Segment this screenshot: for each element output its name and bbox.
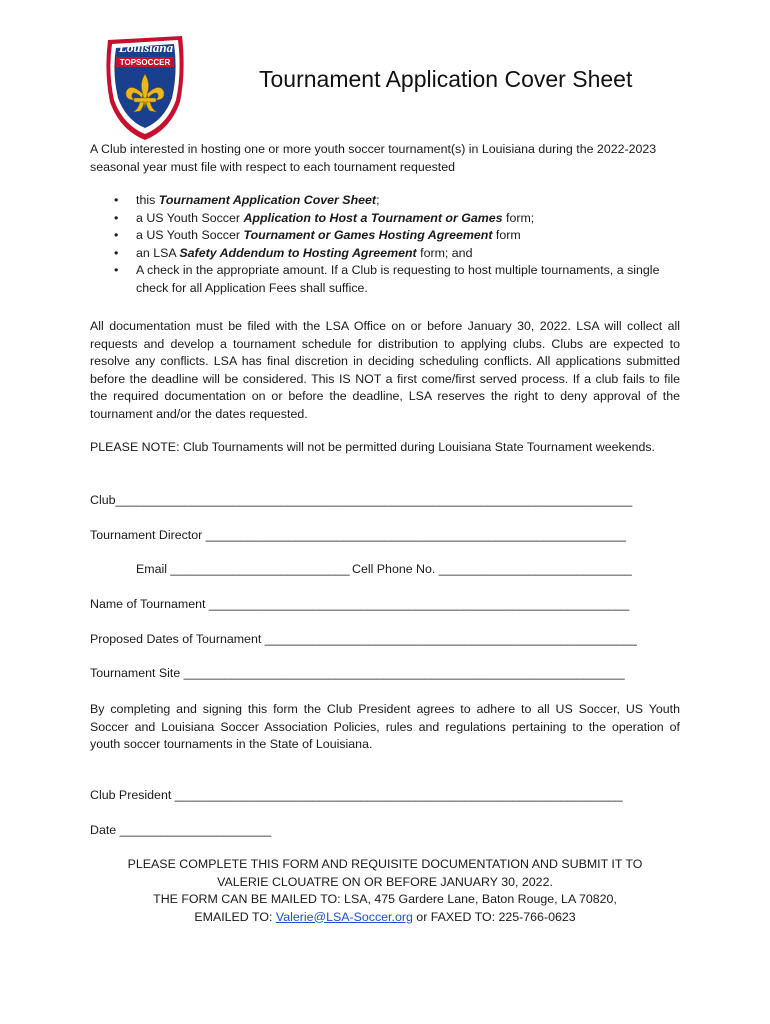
date-field[interactable]: Date ______________________ [90,823,272,837]
intro-paragraph: A Club interested in hosting one or more youth soccer tournament(s) in Louisiana during the 2022-2023 seasonal year must file with respect to each tournament requested [90,142,657,174]
club-president-field[interactable]: Club President _________________________________________________________________ [90,788,623,802]
footer-line-3: THE FORM CAN BE MAILED TO: LSA, 475 Gardere Lane, Baton Rouge, LA 70820, [153,892,617,906]
documentation-paragraph: All documentation must be filed with the LSA Office on or before January 30, 2022. LSA will collect all requests and develop a tournament schedule for distribution to applying clubs. Clubs are expected to resolve any conflicts. LSA has final discretion in deciding scheduling conflicts. All applications submitted before the deadline will be considered. This IS NOT a first come/first served process. If a club fails to file the required documentation on or before the deadline, LSA reserves the right to deny approval of the tournament and/or the dates requested. [90,319,680,421]
louisiana-topsoccer-logo [100,32,190,142]
list-item: • a US Youth Soccer Tournament or Games Hosting Agreement form [114,228,521,242]
agreement-paragraph: By completing and signing this form the Club President agrees to adhere to all US Soccer, US Youth Soccer and Louisiana Soccer Association Policies, rules and regulations pertaining to the operation of youth soccer tournaments in the State of Louisiana. [90,702,680,751]
tournament-site-field[interactable]: Tournament Site ________________________________________________________________ [90,666,625,680]
list-item: • a US Youth Soccer Application to Host a Tournament or Games form; [114,210,535,225]
page-title: Tournament Application Cover Sheet [259,66,633,92]
footer-line-2: VALERIE CLOUATRE ON OR BEFORE JANUARY 30, 2022. [217,874,553,889]
requirements-list [90,192,680,297]
tournament-director-field[interactable]: Tournament Director _____________________________________________________________ [90,528,627,542]
cell-phone-field[interactable]: Cell Phone No. ____________________________ [352,562,632,576]
list-item: • an LSA Safety Addendum to Hosting Agreement form; and [114,245,473,260]
club-field[interactable]: Club___________________________________________________________________________ [90,493,633,507]
list-item: • A check in the appropriate amount. If a Club is requesting to host multiple tournaments, a single check for all Application Fees shall suffice. [114,263,660,295]
email-field[interactable]: Email __________________________ [136,562,350,576]
footer-line-1: PLEASE COMPLETE THIS FORM AND REQUISITE DOCUMENTATION AND SUBMIT IT TO [127,857,643,871]
submission-instructions [90,856,680,926]
logo-text-louisiana: Louisiana [118,40,174,55]
proposed-dates-field[interactable]: Proposed Dates of Tournament ______________________________________________________ [90,632,637,646]
tournament-name-field[interactable]: Name of Tournament _____________________________________________________________ [90,597,630,611]
please-note: PLEASE NOTE: Club Tournaments will not be permitted during Louisiana State Tournament weekends. [90,440,655,454]
footer-line-4: EMAILED TO: Valerie@LSA-Soccer.org or FAXED TO: 225-766-0623 [194,909,576,924]
list-item: • this Tournament Application Cover Sheet; [114,193,380,207]
logo-text-topsoccer: TOPSOCCER [119,58,171,67]
email-link[interactable]: Valerie@LSA-Soccer.org [275,909,413,924]
